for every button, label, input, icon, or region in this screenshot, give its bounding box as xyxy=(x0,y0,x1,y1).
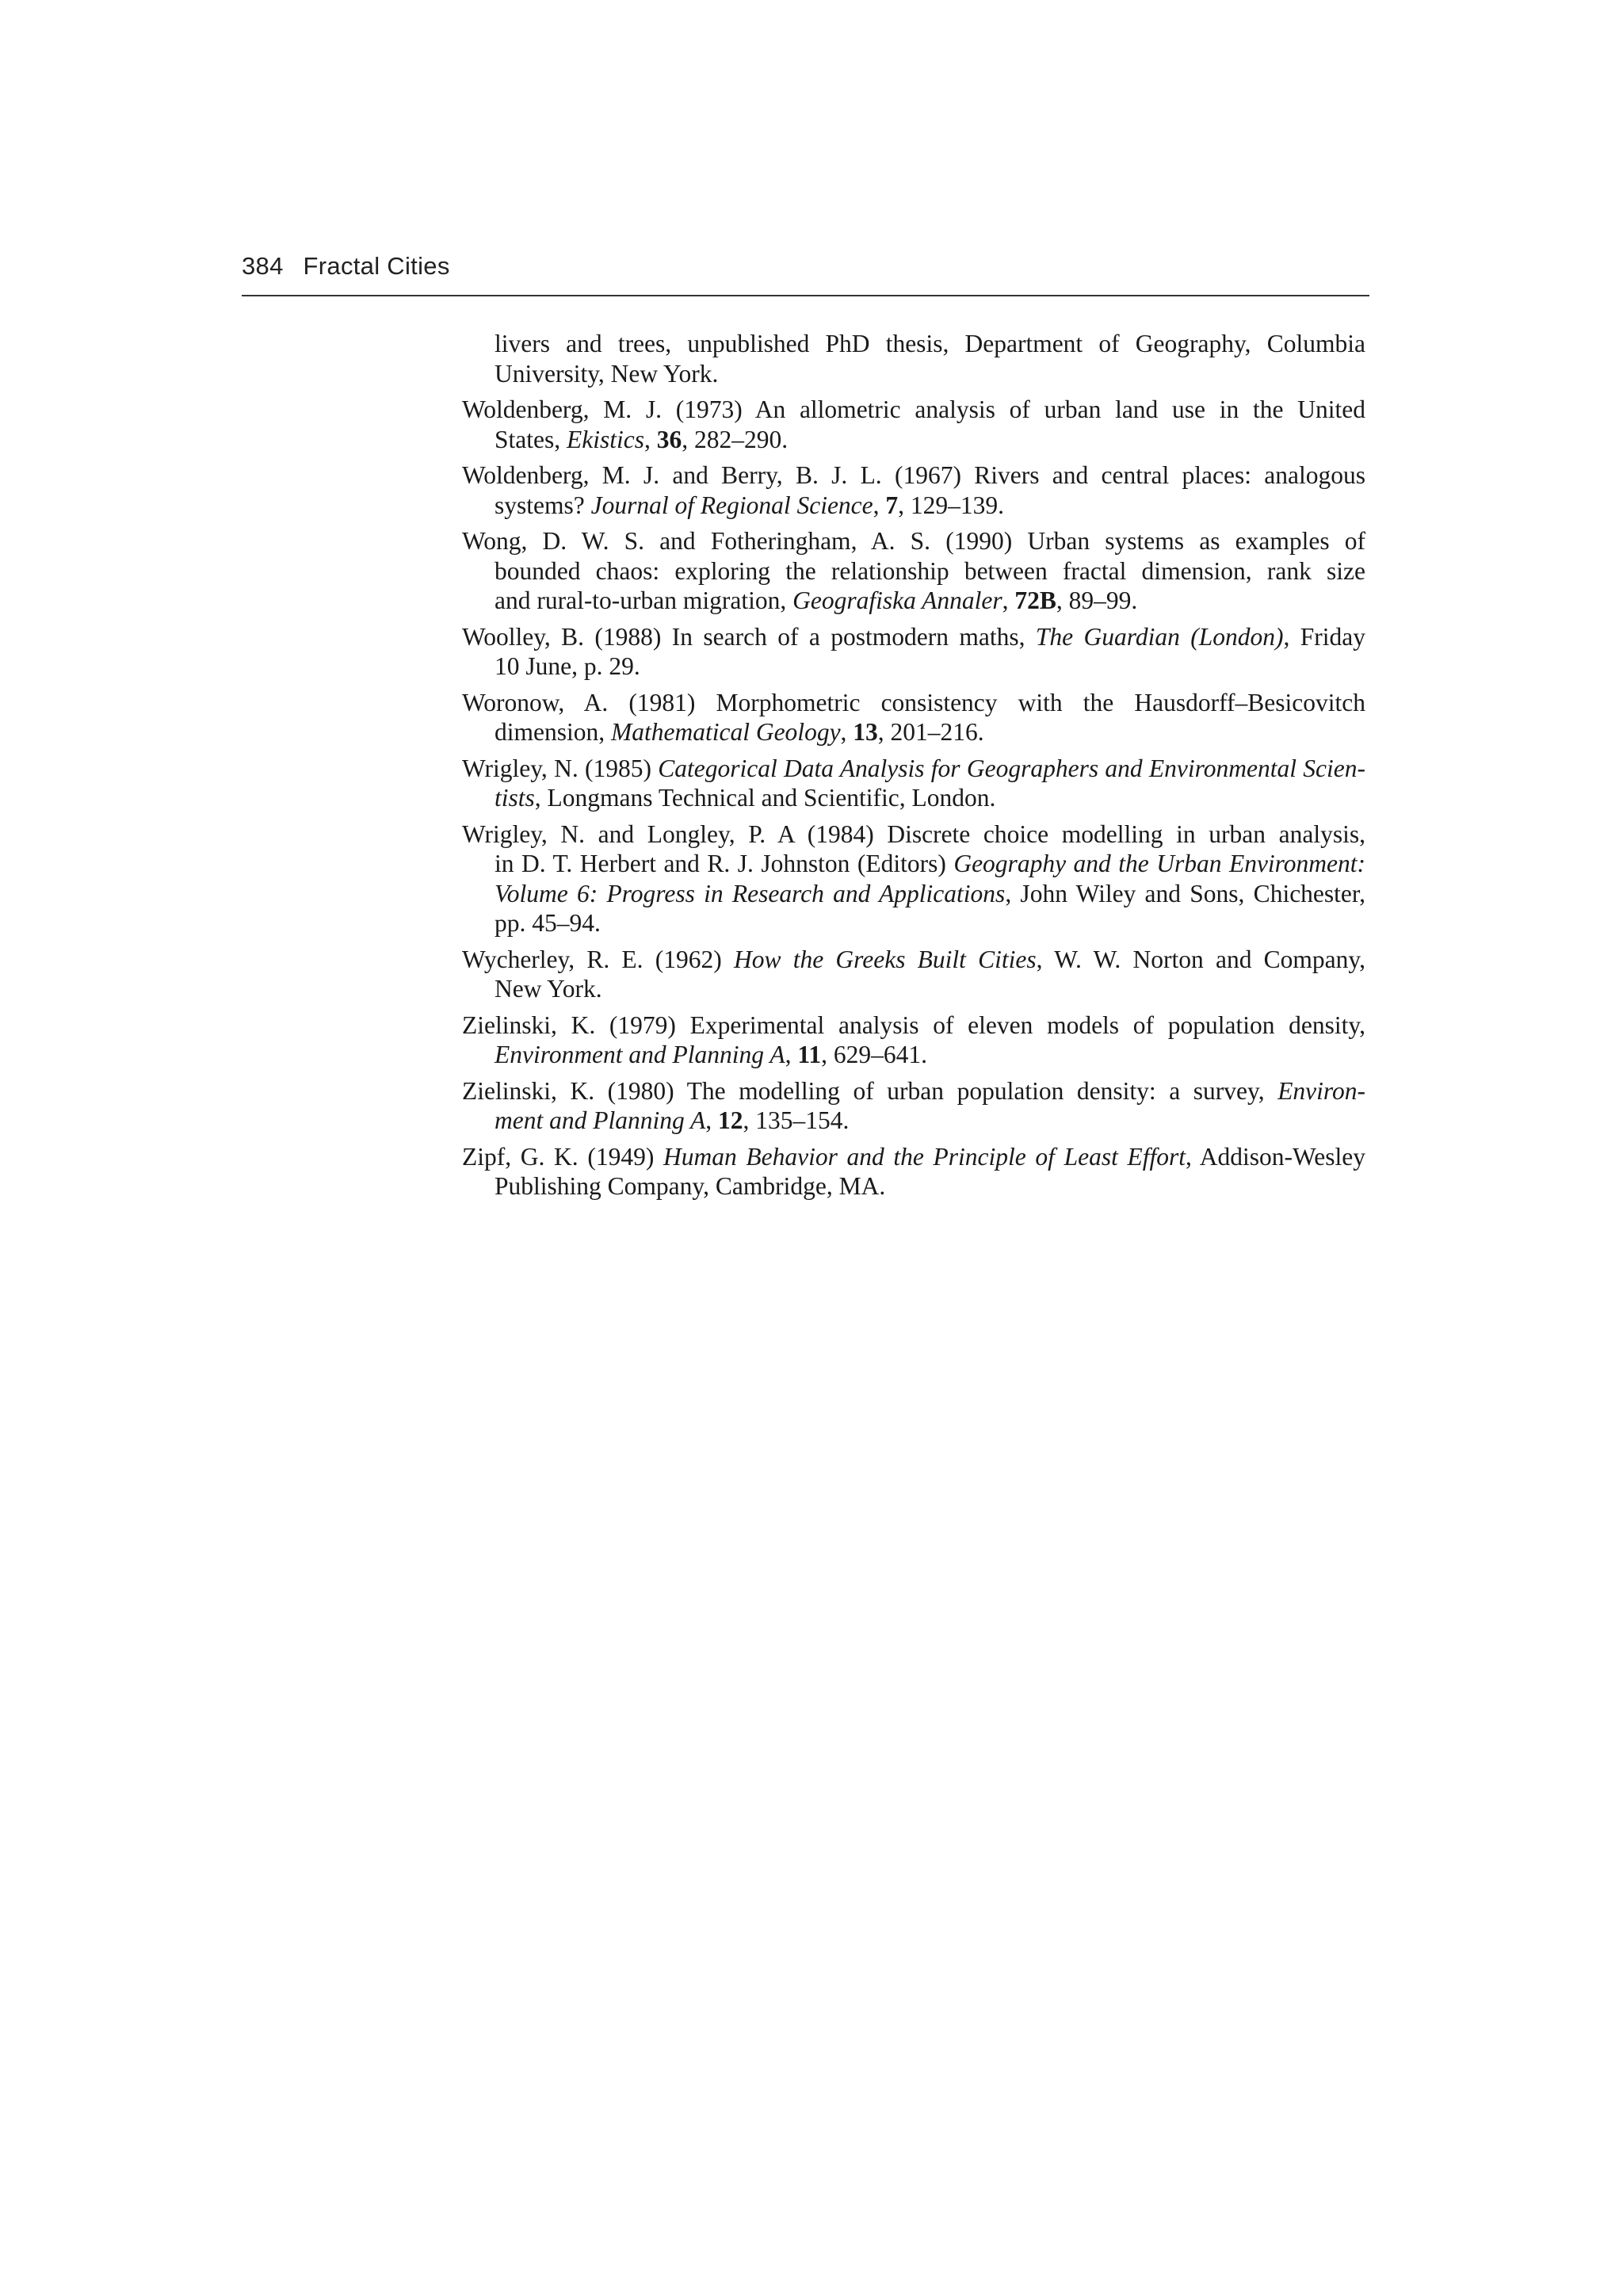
reference-line: pp. 45–94. xyxy=(495,909,601,937)
header-rule xyxy=(242,295,1369,296)
reference-line: New York. xyxy=(495,975,602,1003)
running-title: Fractal Cities xyxy=(303,252,450,280)
reference-list xyxy=(462,329,1365,1201)
reference-line: dimension, Mathematical Geology, 13, 201–216. xyxy=(495,718,984,746)
reference-line: Wrigley, N. (1985) Categorical Data Analysis for Geographers and Environmental Scien- xyxy=(462,754,1365,782)
reference-line: Publishing Company, Cambridge, MA. xyxy=(495,1172,886,1200)
reference-line: in D. T. Herbert and R. J. Johnston (Editors) Geography and the Urban Environment: xyxy=(495,850,1365,877)
reference-entry xyxy=(462,754,1365,813)
reference-line: livers and trees, unpublished PhD thesis, Department of Geography, Columbia xyxy=(495,330,1365,357)
reference-line: University, New York. xyxy=(495,359,719,388)
reference-entry xyxy=(462,622,1365,682)
reference-entry xyxy=(462,329,1365,388)
reference-line: 10 June, p. 29. xyxy=(495,652,640,680)
reference-entry xyxy=(462,1076,1365,1136)
running-head xyxy=(242,252,450,281)
reference-entry xyxy=(462,1010,1365,1070)
reference-line: and rural-to-urban migration, Geografiska Annaler, 72B, 89–99. xyxy=(495,586,1138,614)
reference-line: Zipf, G. K. (1949) Human Behavior and the Principle of Least Effort, Addison-Wesley xyxy=(462,1142,1365,1171)
entry-gap xyxy=(462,454,1365,460)
reference-line: Wong, D. W. S. and Fotheringham, A. S. (1990) Urban systems as examples of xyxy=(462,527,1365,555)
entry-gap xyxy=(462,388,1365,395)
reference-entry xyxy=(462,688,1365,747)
reference-line: Wrigley, N. and Longley, P. A (1984) Discrete choice modelling in urban analysis, xyxy=(462,819,1365,848)
entry-gap xyxy=(462,682,1365,688)
reference-line: bounded chaos: exploring the relationship between fractal dimension, rank size xyxy=(495,556,1365,585)
reference-line: Woldenberg, M. J. (1973) An allometric analysis of urban land use in the United xyxy=(462,395,1365,423)
entry-gap xyxy=(462,616,1365,622)
reference-line: tists, Longmans Technical and Scientific, London. xyxy=(495,784,996,812)
reference-entry xyxy=(462,1142,1365,1201)
entry-gap xyxy=(462,520,1365,526)
reference-entry xyxy=(462,819,1365,938)
entry-gap xyxy=(462,747,1365,754)
reference-line: Environment and Planning A, 11, 629–641. xyxy=(495,1041,927,1068)
reference-line: systems? Journal of Regional Science, 7, 129–139. xyxy=(495,491,1005,519)
reference-line: Volume 6: Progress in Research and Applications, John Wiley and Sons, Chichester, xyxy=(495,879,1365,907)
reference-line: Woldenberg, M. J. and Berry, B. J. L. (1967) Rivers and central places: analogous xyxy=(462,461,1365,489)
reference-entry xyxy=(462,526,1365,616)
entry-gap xyxy=(462,938,1365,945)
reference-entry xyxy=(462,460,1365,520)
reference-line: Woolley, B. (1988) In search of a postmodern maths, The Guardian (London), Friday xyxy=(462,622,1365,651)
reference-line: Zielinski, K. (1979) Experimental analysis of eleven models of population density, xyxy=(462,1010,1365,1039)
reference-line: States, Ekistics, 36, 282–290. xyxy=(495,425,789,453)
entry-gap xyxy=(462,1070,1365,1076)
reference-line: Woronow, A. (1981) Morphometric consistency with the Hausdorff–Besicovitch xyxy=(462,688,1365,716)
reference-entry xyxy=(462,945,1365,1004)
page-number: 384 xyxy=(242,252,284,280)
reference-line: Zielinski, K. (1980) The modelling of urban population density: a survey, Environ- xyxy=(462,1076,1365,1105)
reference-line: ment and Planning A, 12, 135–154. xyxy=(495,1106,850,1134)
entry-gap xyxy=(462,1004,1365,1010)
entry-gap xyxy=(462,1136,1365,1142)
entry-gap xyxy=(462,813,1365,819)
reference-entry xyxy=(462,395,1365,454)
reference-line: Wycherley, R. E. (1962) How the Greeks Built Cities, W. W. Norton and Company, xyxy=(462,945,1365,973)
